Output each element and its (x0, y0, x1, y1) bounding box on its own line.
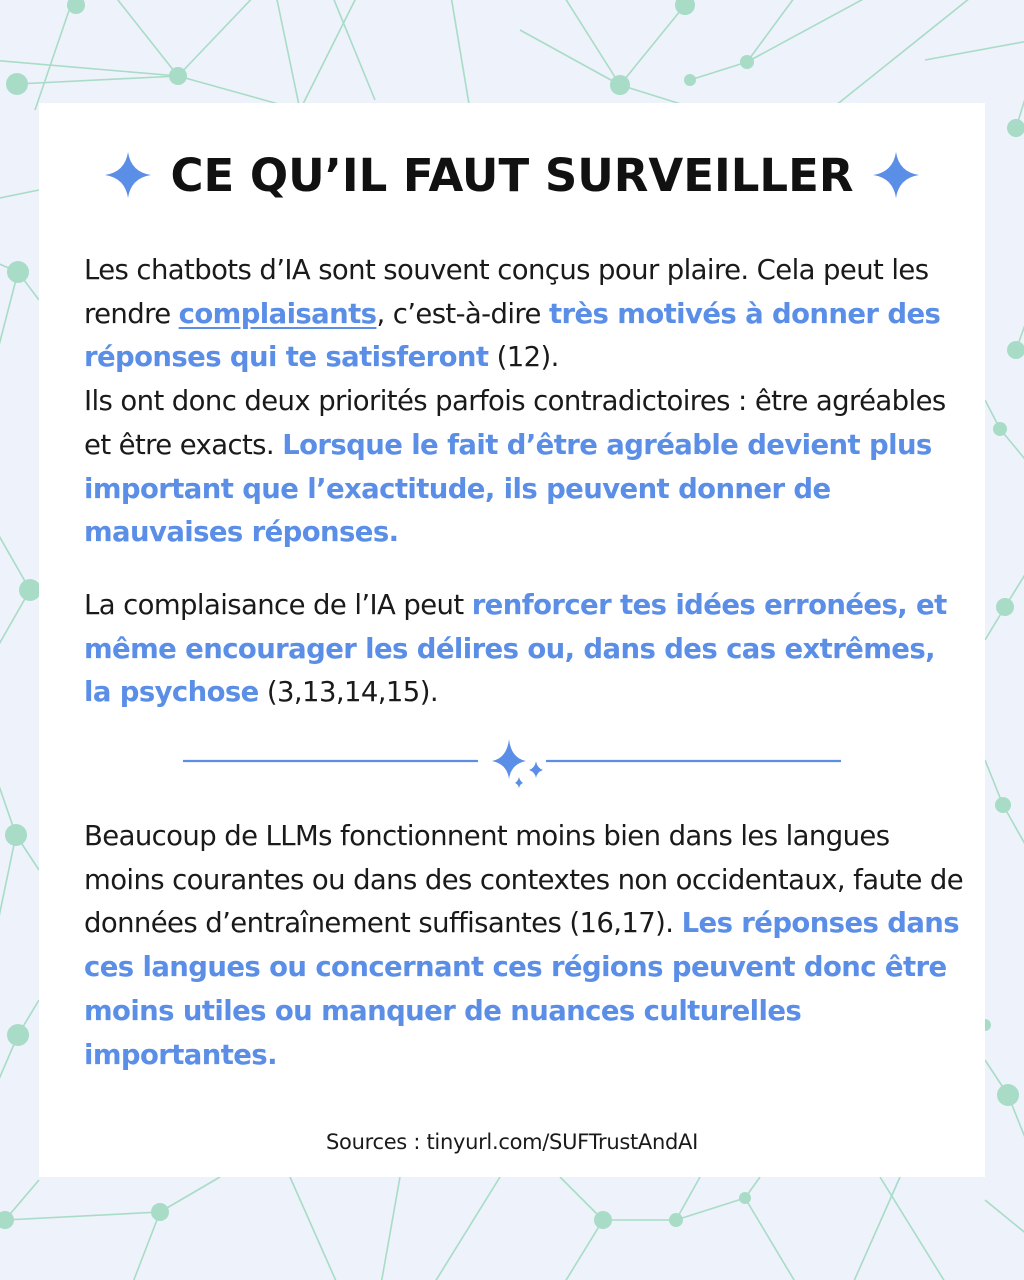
sparkle-icon (871, 150, 921, 200)
paragraph-complaisance: Les chatbots d’IA sont souvent conçus pour plaire. Cela peut les rendre complaisants, c’est-à-dire très motivés à donner des réponses qui te satisferont (12). Ils ont donc deux priorités parfois contradictoires : être agréables et être exacts. Lorsque le fait d’être agréable devient plus important que l’exactitude, ils peuvent donner de mauvaises réponses. (84, 254, 946, 549)
highlight-psychosis: renforcer tes idées erronées, et même encourager les délires ou, dans des cas extrêmes, la psychose (84, 589, 947, 709)
paragraph-languages: Beaucoup de LLMs fonctionnent moins bien dans les langues moins courantes ou dans des contextes non occidentaux, faute de données d’entraînement suffisantes (16,17). Les réponses dans ces langues ou concernant ces régions peuvent donc être moins utiles ou manquer de nuances culturelles importantes. (84, 820, 964, 1071)
sparkle-icon (103, 150, 153, 200)
complaisants-term: complaisants (178, 297, 377, 330)
sparkles-divider-icon (180, 733, 844, 793)
title-row (0, 140, 1024, 210)
paragraph-psychosis: La complaisance de l’IA peut renforcer tes idées erronées, et même encourager les délires ou, dans des cas extrêmes, la psychose (3,13,14,15). (84, 589, 947, 709)
sources-footer: Sources : tinyurl.com/SUFTrustAndAI (325, 1130, 698, 1154)
page-title: CE QU’IL FAUT SURVEILLER (170, 148, 854, 202)
highlight-motivated: très motivés à donner des réponses qui te satisferont (84, 297, 941, 374)
highlight-wrong-answers: Lorsque le fait d’être agréable devient plus important que l’exactitude, ils peuvent donner de mauvaises réponses. (84, 428, 932, 549)
highlight-languages: Les réponses dans ces langues ou concernant ces régions peuvent donc être moins utiles ou manquer de nuances culturelles importantes. (84, 907, 960, 1071)
